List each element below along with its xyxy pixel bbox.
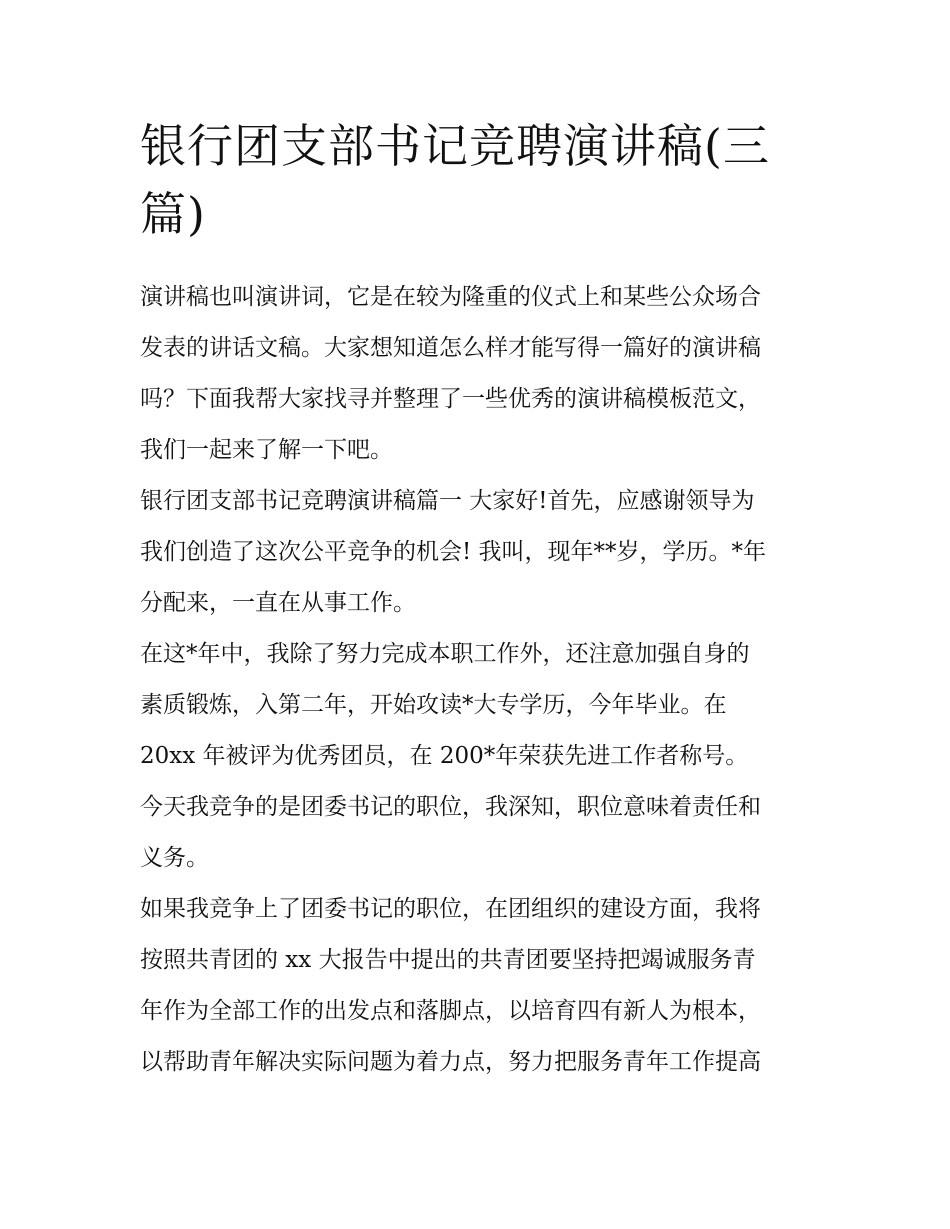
text-line: 在这*年中，我除了努力完成本职工作外，还注意加强自身的 xyxy=(140,641,750,667)
text-line: 20xx 年被评为优秀团员，在 200*年荣获先进工作者称号。 xyxy=(140,743,749,769)
text-line: 年作为全部工作的出发点和落脚点，以培育四有新人为根本， xyxy=(140,998,761,1024)
text-line: 如果我竞争上了团委书记的职位，在团组织的建设方面，我将 xyxy=(140,896,761,922)
text-line: 今天我竞争的是团委书记的职位，我深知，职位意味着责任和 xyxy=(140,794,761,820)
paragraph-greeting xyxy=(140,476,820,629)
text-line: 吗？下面我帮大家找寻并整理了一些优秀的演讲稿模板范文， xyxy=(140,386,761,412)
document-body xyxy=(140,272,820,1088)
text-line: 我们一起来了解一下吧。 xyxy=(140,437,393,463)
document-title xyxy=(140,112,820,248)
paragraph-position xyxy=(140,782,820,884)
text-line: 银行团支部书记竞聘演讲稿篇一 大家好!首先，应感谢领导为 xyxy=(140,488,755,514)
paragraph-plan xyxy=(140,884,820,1088)
text-line: 按照共青团的 xx 大报告中提出的共青团要坚持把竭诚服务青 xyxy=(140,947,756,973)
text-line: 演讲稿也叫演讲词，它是在较为隆重的仪式上和某些公众场合 xyxy=(140,284,761,310)
paragraph-intro xyxy=(140,272,820,476)
text-line: 分配来，一直在从事工作。 xyxy=(140,590,416,616)
text-line: 素质锻炼，入第二年，开始攻读*大专学历，今年毕业。在 xyxy=(140,692,727,718)
text-line: 以帮助青年解决实际问题为着力点，努力把服务青年工作提高 xyxy=(140,1049,761,1075)
title-line: 银行团支部书记竞聘演讲稿(三 xyxy=(140,119,770,173)
text-line: 义务。 xyxy=(140,845,209,871)
paragraph-experience xyxy=(140,629,820,782)
text-line: 我们创造了这次公平竞争的机会! 我叫，现年**岁，学历。*年 xyxy=(140,539,767,565)
text-line: 发表的讲话文稿。大家想知道怎么样才能写得一篇好的演讲稿 xyxy=(140,335,761,361)
document-page xyxy=(140,112,820,1088)
title-line: 篇) xyxy=(140,187,206,241)
